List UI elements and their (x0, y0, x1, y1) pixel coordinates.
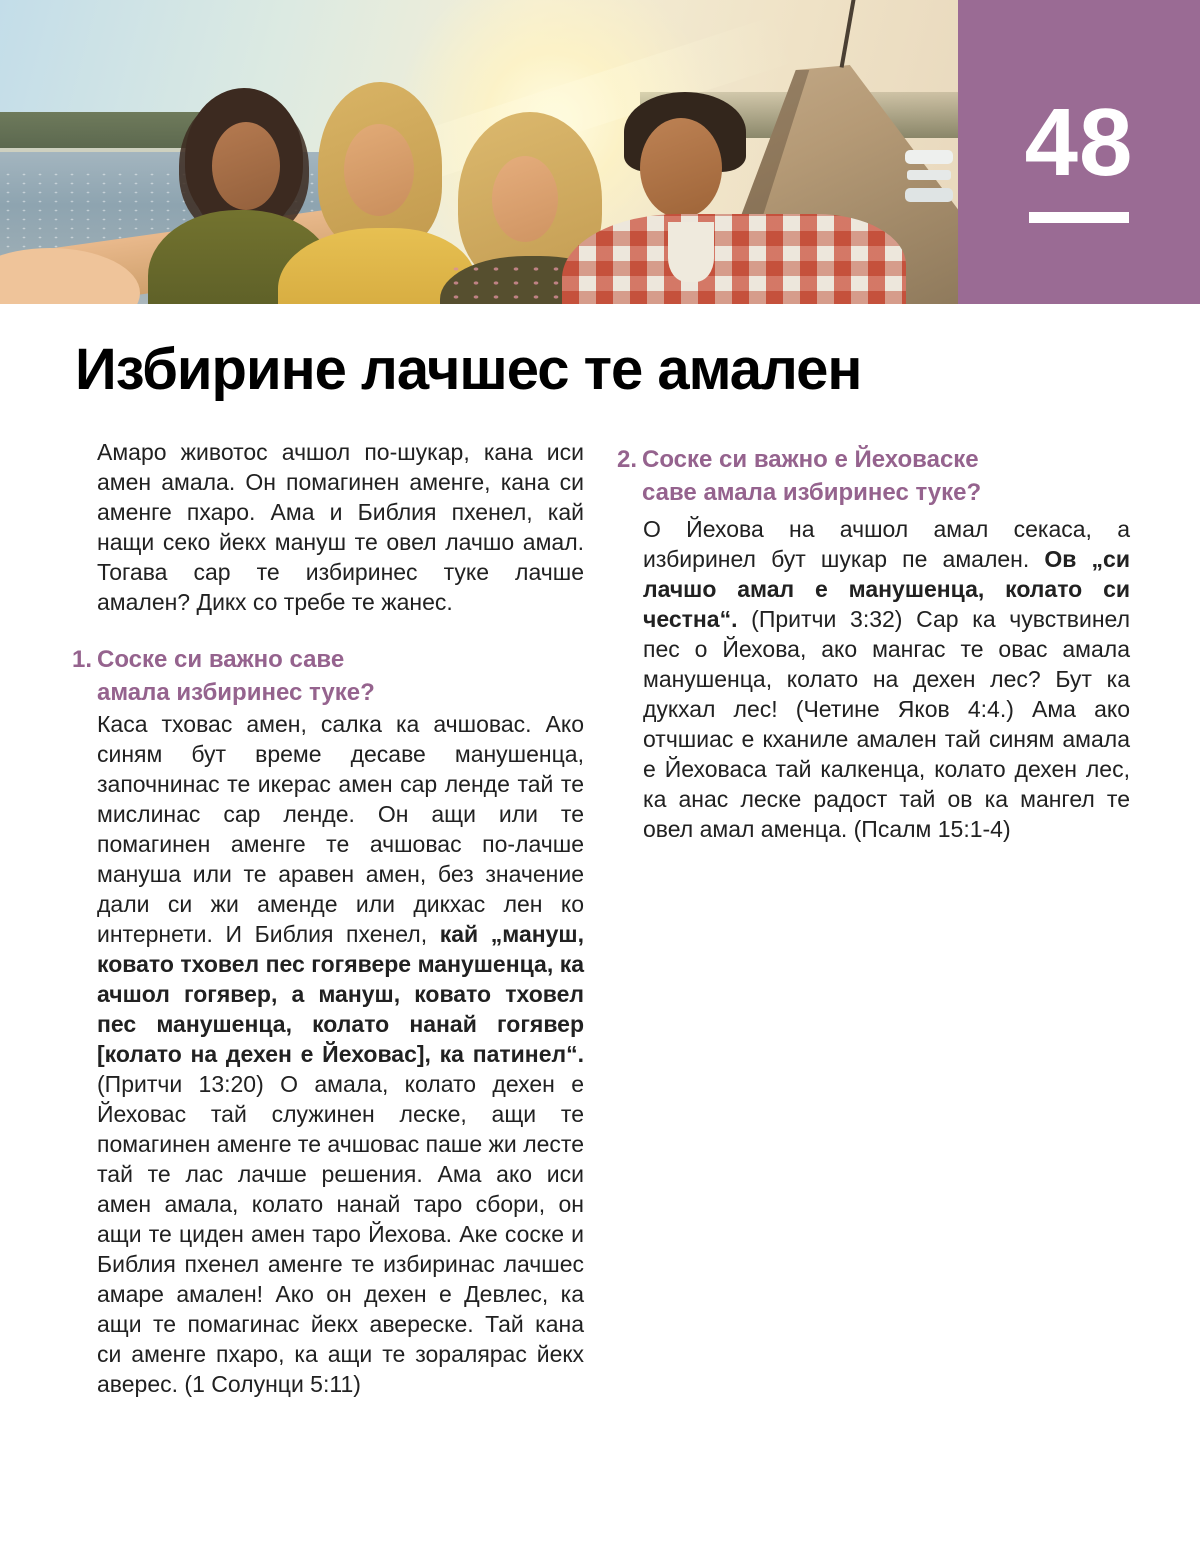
question2-heading-line1: Соске си важно е Йеховаске (642, 446, 979, 473)
intro-paragraph: Амаро животос ачшол по-шукар, кана иси амен амала. Он помагинен аменге, кана си аменге пхаро. Ама и Библия пхенел, кай нащи секо йекх мануш те овел лачшо амал. Тогава сар те избиринес туке лачше амален? Дикх со требе те жанес. (97, 439, 584, 615)
question1-heading-line2: амала избиринес туке? (97, 679, 375, 706)
question2-heading (617, 443, 1154, 509)
question2-paragraph: О Йехова на ачшол амал секаса, а избиринел бут шукар пе амален. Ов „си лачшо амал е манушенца, колато си честна“. (Притчи 3:32) Сар ка чувствинел пес о Йехова, ако мангас те овас амала манушенца, колато на дехен лес? Бут ка дукхал лес! (Четине Яков 4:4.) Ама ако отчшиас е кханиле амален тай синям амала е Йеховаса тай калкенца, колато дехен лес, ка анас леске радост тай ов ка мангел те овел амал аменца. (Псалм 15:1-4) (643, 516, 1130, 842)
question1-paragraph: Каса тховас амен, салка ка ачшовас. Ако синям бут време десаве манушенца, започнинас те икерас амен сар ленде тай те мислинас сар ленде. Он ащи или те помагинен аменге те ачшовас по-лачше мануша или те аравен амен, без значение дали си жи аменде или дикхас лен ко интернети. И Библия пхенел, кай „мануш, ковато тховел пес гогявере манушенца, ка ачшол гогявер, а мануш, ковато тховел пес манушенца, колато нанай гогявер [колато на дехен е Йеховас], ка патинел“. (Притчи 13:20) О амала, колато дехен е Йеховас тай служинен леске, ащи те помагинен аменге те ачшовас паше жи лесте тай те лас лачше решения. Ама ако иси амен амала, колато нанай таро сбори, он ащи те циден амен таро Йехова. Аке соске и Библия пхенел аменге те избиринас лачшес амаре амален! Ако он дехен е Девлес, ка ащи те помагинас йекх авереске. Тай кана си аменге пхаро, ка ащи те зоралярас йекх аверес. (1 Солунци 5:11) (97, 711, 584, 1397)
boats (905, 150, 953, 164)
question2-number: 2. (617, 446, 638, 473)
question1-heading (72, 643, 597, 709)
chapter-number-block (958, 0, 1200, 304)
person2-face (344, 124, 414, 216)
chapter-number: 48 (1024, 89, 1134, 196)
question1-number: 1. (72, 646, 93, 673)
person4-face (640, 118, 722, 218)
person1-face (212, 122, 280, 210)
chapter-underline (1029, 212, 1129, 223)
question1-heading-line1: Соске си важно саве (97, 646, 345, 673)
chapter-photo (0, 0, 958, 304)
question2-heading-line2: саве амала избиринес туке? (642, 479, 982, 506)
person4-plaid-shirt (562, 214, 906, 304)
flag-pole (840, 0, 857, 68)
person4-tshirt (668, 222, 714, 282)
page-title: Избирине лачшес те амален (75, 337, 862, 402)
person3-face (492, 156, 558, 242)
